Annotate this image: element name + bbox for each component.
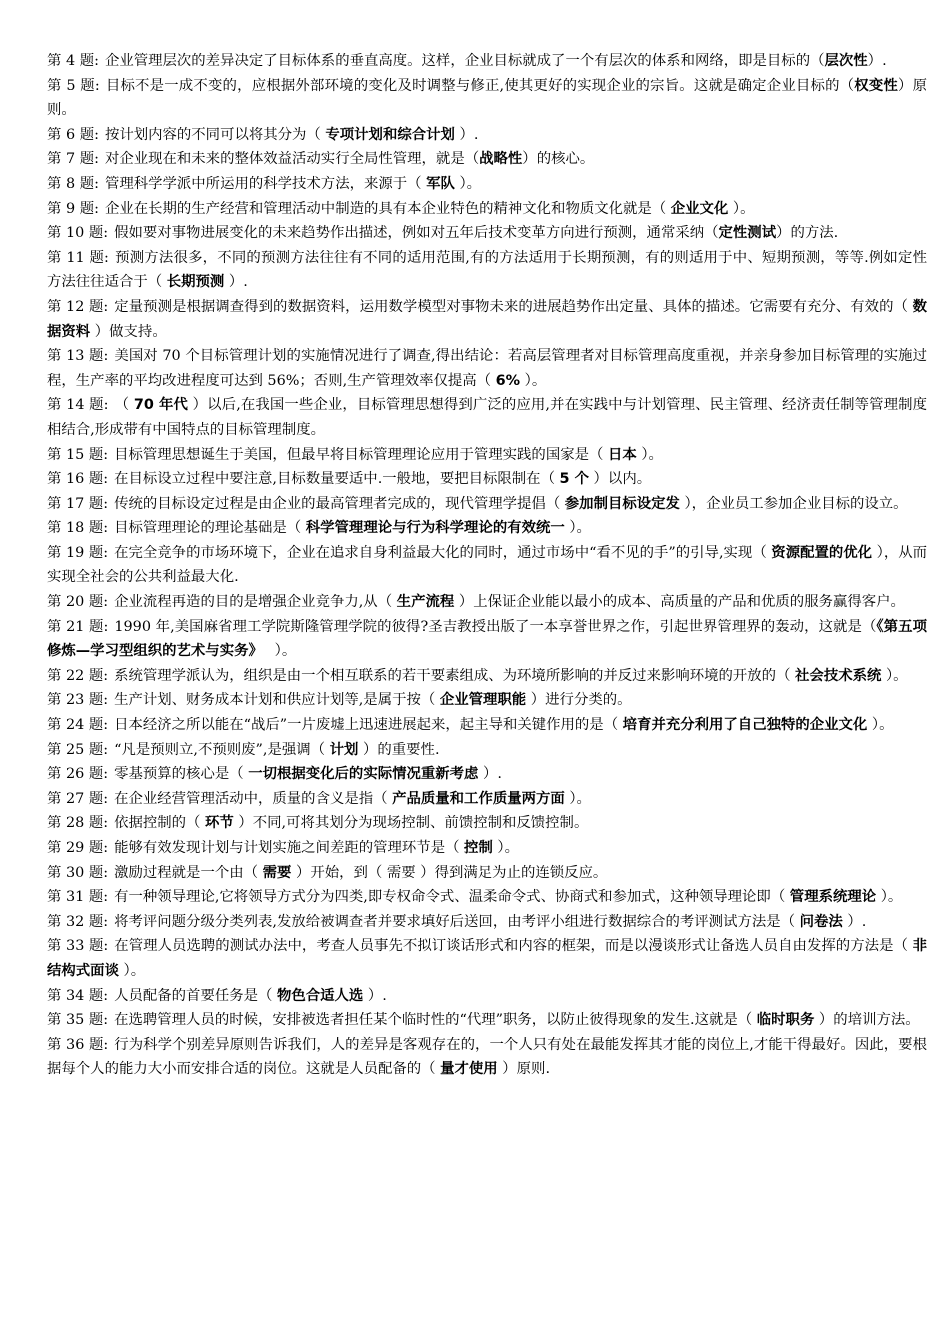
question-text: ）原则. <box>497 1061 551 1078</box>
answer-text: 科学管理理论与行为科学理论的有效统一 <box>305 520 565 537</box>
answer-text: 层次性 <box>824 53 868 69</box>
question-text: ），企业员工参加企业目标的设立。 <box>679 495 908 512</box>
question-text: 企业在长期的生产经营和管理活动中制造的具有本企业特色的精神文化和物质文化就是（ <box>104 200 671 217</box>
question-text: 定量预测是根据调查得到的数据资料，运用数学模型对事物未来的进展趋势作出定量、具体的描述。它需要有充分、有效的（ <box>114 298 913 315</box>
question-item <box>47 541 927 590</box>
question-text: ）。 <box>881 667 908 684</box>
question-text: ）。 <box>564 790 591 807</box>
answer-text: 临时职务 <box>756 1012 815 1029</box>
question-item <box>47 467 927 492</box>
question-item <box>47 1008 927 1033</box>
answer-text: 生产流程 <box>396 594 455 611</box>
answer-text: 定性测试 <box>718 225 777 242</box>
question-item <box>47 393 927 442</box>
answer-text: 日本 <box>607 446 637 463</box>
question-text: 人员配备的首要任务是（ <box>114 987 277 1004</box>
answer-text: 70 年代 <box>133 397 188 414</box>
question-item <box>47 49 927 74</box>
answer-text: 管理系统理论 <box>789 889 877 906</box>
answer-text: 资源配置的优化 <box>771 544 873 561</box>
question-number: 第 26 题: <box>47 766 109 783</box>
question-text: 企业管理层次的差异决定了目标体系的垂直高度。这样，企业目标就成了一个有层次的体系和网络，即是目标的（ <box>104 53 825 69</box>
question-item <box>47 1033 927 1082</box>
answer-text: 产品质量和工作质量两方面 <box>392 790 565 807</box>
question-text: ）. <box>867 53 887 69</box>
question-item <box>47 443 927 468</box>
question-text: ）。 <box>255 643 297 660</box>
question-item <box>47 664 927 689</box>
question-item <box>47 934 927 983</box>
question-number: 第 8 题: <box>47 175 99 192</box>
question-item <box>47 74 927 123</box>
question-number: 第 24 题: <box>47 717 109 734</box>
question-text: 有一种领导理论,它将领导方式分为四类,即专权命令式、温柔命令式、协商式和参加式，这种领导理论即（ <box>114 889 790 906</box>
answer-text: 《第五项修炼—学习型组织的艺术与实务》 <box>47 618 927 660</box>
question-item <box>47 344 927 393</box>
document-page <box>47 49 927 1082</box>
answer-text: 计划 <box>329 741 359 758</box>
question-number: 第 7 题: <box>47 151 99 168</box>
question-text: ）. <box>224 274 248 291</box>
answer-text: 参加制目标设定发 <box>564 495 680 512</box>
answer-text: 军队 <box>426 175 455 192</box>
question-text: ）. <box>842 913 867 930</box>
answer-text: 6% <box>495 372 521 389</box>
question-item <box>47 836 927 861</box>
question-text: 在管理人员选聘的测试办法中，考查人员事先不拟订谈话形式和内容的框架，而是以漫谈形式让备选人员自由发挥的方法是（ <box>114 938 913 955</box>
question-number: 第 5 题: <box>47 77 100 94</box>
answer-text: 权变性 <box>854 77 898 94</box>
question-item <box>47 492 927 517</box>
question-text: ），从而实现全社会的公共利益最大化. <box>47 544 928 586</box>
question-text: 行为科学个别差异原则告诉我们，人的差异是客观存在的，一个人只有处在最能发挥其才能的岗位上,才能干得最好。因此，要根据每个人的能力大小而安排合适的岗位。这就是人员配备的（ <box>47 1036 927 1078</box>
question-number: 第 27 题: <box>47 790 109 807</box>
question-text: 预测方法很多，不同的预测方法往往有不同的适用范围,有的方法适用于长期预测，有的则适用于中、短期预测，等等.例如定性方法往往适合于（ <box>47 249 928 291</box>
question-number: 第 20 题: <box>47 594 109 611</box>
answer-text: 战略性 <box>479 151 523 168</box>
question-number: 第 25 题: <box>47 741 109 758</box>
question-item <box>47 762 927 787</box>
answer-text: 5 个 <box>559 471 589 488</box>
question-text: 将考评问题分级分类列表,发放给被调查者并要求填好后送回，由考评小组进行数据综合的考评测试方法是（ <box>114 913 800 930</box>
question-item <box>47 861 927 886</box>
question-number: 第 17 题: <box>47 495 109 512</box>
question-number: 第 33 题: <box>47 938 109 955</box>
question-number: 第 10 题: <box>47 225 109 242</box>
question-item <box>47 910 927 935</box>
question-number: 第 19 题: <box>47 544 109 561</box>
question-text: ）。 <box>492 840 519 856</box>
question-number: 第 9 题: <box>47 200 99 217</box>
question-text: 在选聘管理人员的时候，安排被选者担任某个临时性的“代理”职务，以防止彼得现象的发生.这就是（ <box>114 1012 757 1029</box>
question-text: 零基预算的核心是（ <box>114 766 249 783</box>
answer-text: 企业文化 <box>670 200 729 217</box>
question-text: 美国对 70 个目标管理计划的实施情况进行了调查,得出结论：若高层管理者对目标管理高度重视，并亲身参加目标管理的实施过程，生产率的平均改进程度可达到 56%；否则,生产管理效率仅提高（ <box>47 348 927 389</box>
question-text: ）。 <box>636 446 663 463</box>
question-item <box>47 713 927 738</box>
question-number: 第 15 题: <box>47 446 109 463</box>
question-text: 管理科学学派中所运用的科学技术方法，来源于（ <box>104 175 427 192</box>
answer-text: 长期预测 <box>166 274 225 291</box>
question-text: 依据控制的（ <box>114 815 206 832</box>
question-text: 激励过程就是一个由（ <box>114 864 263 881</box>
question-item <box>47 738 927 763</box>
question-text: 能够有效发现计划与计划实施之间差距的管理环节是（ <box>114 840 465 856</box>
question-text: 传统的目标设定过程是由企业的最高管理者完成的，现代管理学提倡（ <box>114 495 565 512</box>
question-text: ）。 <box>520 372 547 389</box>
question-item <box>47 811 927 836</box>
question-number: 第 14 题: <box>47 397 109 414</box>
question-text: 系统管理学派认为，组织是由一个相互联系的若干要素组成、为环境所影响的并反过来影响环境的开放的（ <box>114 667 796 684</box>
question-number: 第 21 题: <box>47 618 109 635</box>
question-text: ）进行分类的。 <box>526 692 632 709</box>
question-text: ）上保证企业能以最小的成本、高质量的产品和优质的服务赢得客户。 <box>454 594 905 611</box>
question-text: ）。 <box>118 962 146 979</box>
question-number: 第 23 题: <box>47 692 109 709</box>
question-number: 第 18 题: <box>47 520 109 537</box>
question-number: 第 32 题: <box>47 913 109 930</box>
question-text: 1990 年,美国麻省理工学院斯隆管理学院的彼得?圣吉教授出版了一本享誉世界之作，引起世界管理界的轰动，这就是（ <box>114 618 877 635</box>
answer-text: 培育并充分利用了自己独特的企业文化 <box>622 717 868 734</box>
question-number: 第 34 题: <box>47 987 109 1004</box>
question-text: ）以内。 <box>588 471 652 488</box>
answer-text: 一切根据变化后的实际情况重新考虑 <box>248 766 479 783</box>
question-text: ）不同,可将其划分为现场控制、前馈控制和反馈控制。 <box>233 815 589 832</box>
question-text: 在完全竞争的市场环境下，企业在追求自身利益最大化的同时，通过市场中“看不见的手”的引导,实现（ <box>114 544 772 561</box>
answer-text: 需要 <box>262 864 292 881</box>
question-item <box>47 221 927 246</box>
question-number: 第 11 题: <box>47 249 109 266</box>
question-number: 第 31 题: <box>47 889 109 906</box>
question-text: “凡是预则立,不预则废”,是强调（ <box>114 741 330 758</box>
question-item <box>47 984 927 1009</box>
question-item <box>47 147 927 172</box>
question-item <box>47 590 927 615</box>
question-text: ）. <box>363 987 387 1004</box>
question-number: 第 12 题: <box>47 298 109 315</box>
question-text: ）开始，到（ 需要 ）得到满足为止的连锁反应。 <box>291 864 608 881</box>
question-number: 第 13 题: <box>47 348 109 365</box>
answer-text: 非结构式面谈 <box>47 938 927 979</box>
question-number: 第 28 题: <box>47 815 109 832</box>
question-item <box>47 172 927 197</box>
question-text: ）以后,在我国一些企业，目标管理思想得到广泛的应用,并在实践中与计划管理、民主管理、经济责任制等管理制度相结合,形成带有中国特点的目标管理制度。 <box>47 397 927 438</box>
question-text: 企业流程再造的目的是增强企业竞争力,从（ <box>114 594 397 611</box>
question-item <box>47 295 927 344</box>
question-item <box>47 787 927 812</box>
question-text: ）。 <box>454 175 482 192</box>
question-text: 目标不是一成不变的，应根据外部环境的变化及时调整与修正,使其更好的实现企业的宗旨。这就是确定企业目标的（ <box>105 77 855 94</box>
question-text: ）的方法. <box>776 225 839 242</box>
question-text: 按计划内容的不同可以将其分为（ <box>104 126 326 143</box>
question-text: （ <box>114 397 134 414</box>
question-number: 第 30 题: <box>47 864 109 881</box>
question-item <box>47 123 927 148</box>
answer-text: 量才使用 <box>440 1061 498 1078</box>
answer-text: 问卷法 <box>799 913 843 930</box>
question-text: ）的核心。 <box>522 151 595 168</box>
question-text: ）的培训方法。 <box>814 1012 920 1029</box>
question-item <box>47 197 927 222</box>
question-number: 第 35 题: <box>47 1012 109 1029</box>
answer-text: 专项计划和综合计划 <box>325 126 455 143</box>
question-number: 第 4 题: <box>47 53 99 69</box>
question-text: 在企业经营管理活动中，质量的含义是指（ <box>114 790 393 807</box>
question-number: 第 36 题: <box>47 1036 109 1053</box>
question-text: 生产计划、财务成本计划和供应计划等,是属于按（ <box>114 692 440 709</box>
answer-text: 数据资料 <box>47 298 927 340</box>
question-text: ）。 <box>728 200 755 217</box>
question-item <box>47 516 927 541</box>
answer-text: 环节 <box>205 815 234 832</box>
question-number: 第 16 题: <box>47 471 109 488</box>
question-item <box>47 246 927 295</box>
question-text: ）。 <box>867 717 894 734</box>
question-text: ）。 <box>564 520 591 537</box>
question-item <box>47 688 927 713</box>
question-text: ）原则。 <box>47 77 927 119</box>
answer-text: 物色合适人选 <box>276 987 364 1004</box>
question-item <box>47 615 927 664</box>
question-text: 日本经济之所以能在“战后”一片废墟上迅速进展起来，起主导和关键作用的是（ <box>114 717 623 734</box>
question-number: 第 29 题: <box>47 840 109 856</box>
answer-text: 社会技术系统 <box>795 667 882 684</box>
question-item <box>47 885 927 910</box>
question-text: 对企业现在和未来的整体效益活动实行全局性管理，就是（ <box>104 151 480 168</box>
question-text: 目标管理理论的理论基础是（ <box>114 520 306 537</box>
question-text: ）。 <box>876 889 903 906</box>
question-number: 第 6 题: <box>47 126 99 143</box>
question-text: 假如要对事物进展变化的未来趋势作出描述，例如对五年后技术变革方向进行预测，通常采纳（ <box>114 225 719 242</box>
question-text: ）的重要性. <box>358 741 440 758</box>
question-text: ）. <box>478 766 502 783</box>
question-number: 第 22 题: <box>47 667 109 684</box>
question-text: 目标管理思想诞生于美国，但最早将目标管理理论应用于管理实践的国家是（ <box>114 446 608 463</box>
question-text: 在目标设立过程中要注意,目标数量要适中.一般地，要把目标限制在（ <box>114 471 560 488</box>
answer-text: 控制 <box>464 840 493 856</box>
question-text: ）做支持。 <box>90 323 167 340</box>
question-text: ）. <box>454 126 479 143</box>
answer-text: 企业管理职能 <box>439 692 527 709</box>
